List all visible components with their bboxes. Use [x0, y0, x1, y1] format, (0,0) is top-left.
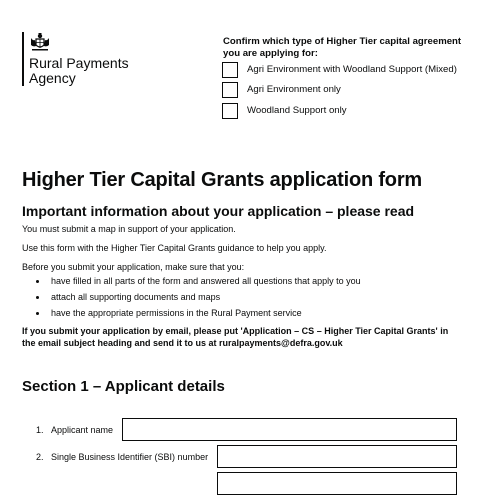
agreement-option-mixed[interactable]: [222, 60, 457, 79]
email-submission-note: If you submit your application by email, please put 'Application – CS – Higher Tier Capital Grants' in the email subject heading and send it to us at ruralpayments@defra.gov.uk: [22, 326, 449, 348]
checkbox-woodland[interactable]: [222, 103, 238, 119]
checkbox-agri-environment[interactable]: [222, 82, 238, 98]
agreement-option-label: Agri Environment with Woodland Support (Mixed): [247, 64, 457, 75]
field-number: 2.: [36, 452, 44, 462]
agreement-type-question: Confirm which type of Higher Tier capital agreement you are applying for:: [223, 36, 462, 59]
checkbox-mixed[interactable]: [222, 62, 238, 78]
checklist-item: have filled in all parts of the form and answered all questions that apply to you: [51, 276, 361, 286]
page-title: Higher Tier Capital Grants application form: [22, 169, 422, 191]
logo-divider: [22, 32, 24, 86]
section-1-heading: Section 1 – Applicant details: [22, 378, 225, 395]
bullet-marker: [36, 296, 39, 299]
guidance-text: Use this form with the Higher Tier Capital Grants guidance to help you apply.: [22, 243, 327, 253]
sbi-number-label: Single Business Identifier (SBI) number: [51, 452, 209, 462]
important-info-heading: Important information about your application – please read: [22, 203, 415, 219]
agreement-option-label: Agri Environment only: [247, 84, 341, 95]
sbi-number-field[interactable]: [217, 445, 457, 468]
applicant-name-field[interactable]: [122, 418, 457, 441]
checklist-item: attach all supporting documents and maps: [51, 292, 221, 302]
agreement-option-label: Woodland Support only: [247, 105, 347, 116]
map-requirement-text: You must submit a map in support of your application.: [22, 224, 236, 234]
field-number: 1.: [36, 425, 44, 435]
applicant-name-label: Applicant name: [51, 425, 114, 435]
before-submit-text: Before you submit your application, make sure that you:: [22, 262, 245, 272]
agency-name-line2: Agency: [29, 70, 76, 86]
checklist-item: have the appropriate permissions in the Rural Payment service: [51, 308, 302, 318]
agency-name: [29, 56, 129, 86]
agency-name-line1: Rural Payments: [29, 55, 129, 71]
next-field[interactable]: [217, 472, 457, 495]
agreement-option-woodland[interactable]: [222, 101, 347, 120]
bullet-marker: [36, 312, 39, 315]
agreement-option-agri-environment[interactable]: [222, 80, 341, 99]
royal-crest-icon: [29, 32, 51, 52]
bullet-marker: [36, 280, 39, 283]
